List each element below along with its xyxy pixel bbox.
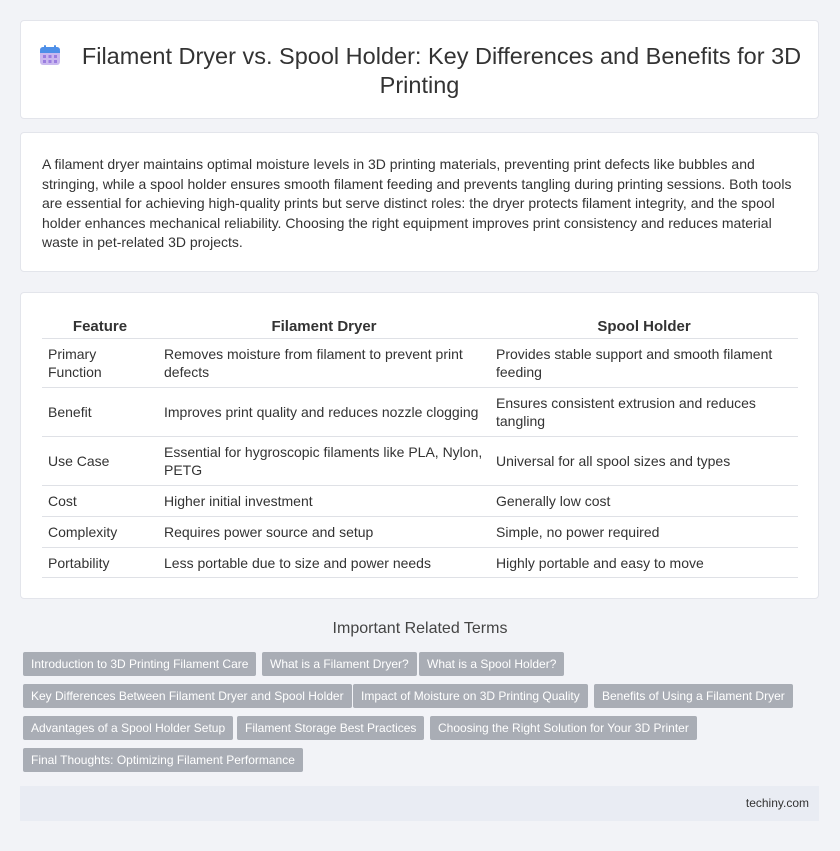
table-row [42, 485, 798, 516]
table-cell-spool-holder: Provides stable support and smooth filament feeding [490, 338, 798, 387]
table-cell-spool-holder: Ensures consistent extrusion and reduces tangling [490, 387, 798, 436]
intro-paragraph: A filament dryer maintains optimal moisture levels in 3D printing materials, preventing print defects like bubbles and stringing, while a spool holder ensures smooth filament feeding and prevents tangling during printing sessions. Both tools are essential for achieving high-quality prints but serve distinct roles: the dryer protects filament integrity, and the spool holder enhances mechanical reliability. Choosing the right equipment improves print consistency and reduces material waste in pet-related 3D projects. [42, 156, 792, 250]
related-tag[interactable]: Impact of Moisture on 3D Printing Quality [353, 684, 588, 708]
calendar-icon [38, 43, 62, 67]
column-header-filament-dryer: Filament Dryer [271, 318, 377, 335]
table-header-row [42, 315, 798, 338]
related-tag[interactable]: Advantages of a Spool Holder Setup [23, 716, 233, 740]
table-cell-feature: Benefit [42, 387, 158, 436]
related-terms-heading: Important Related Terms [332, 620, 508, 637]
related-tag[interactable]: What is a Spool Holder? [419, 652, 564, 676]
table-cell-filament-dryer: Removes moisture from filament to prevent print defects [158, 338, 490, 387]
table-row [42, 547, 798, 578]
footer [20, 786, 819, 821]
table-cell-filament-dryer: Essential for hygroscopic filaments like PLA, Nylon, PETG [158, 436, 490, 485]
table-cell-spool-holder: Universal for all spool sizes and types [490, 436, 798, 485]
column-header-spool-holder: Spool Holder [597, 318, 691, 335]
table-row [42, 516, 798, 547]
table-row [42, 338, 798, 387]
related-tag[interactable]: Benefits of Using a Filament Dryer [594, 684, 793, 708]
column-header-feature: Feature [72, 318, 128, 335]
table-cell-feature: Use Case [42, 436, 158, 485]
related-tag[interactable]: Key Differences Between Filament Dryer and Spool Holder [23, 684, 352, 708]
table-cell-feature: Complexity [42, 516, 158, 547]
related-tag[interactable]: What is a Filament Dryer? [262, 652, 417, 676]
related-tag[interactable]: Final Thoughts: Optimizing Filament Performance [23, 748, 303, 772]
table-cell-feature: Portability [42, 547, 158, 578]
page-title: Filament Dryer vs. Spool Holder: Key Differences and Benefits for 3D Printing [81, 43, 802, 98]
comparison-table [42, 315, 798, 578]
table-cell-feature: Primary Function [42, 338, 158, 387]
header-card [20, 20, 819, 119]
table-cell-filament-dryer: Less portable due to size and power needs [158, 547, 490, 578]
table-cell-feature: Cost [42, 485, 158, 516]
related-tag[interactable]: Choosing the Right Solution for Your 3D Printer [430, 716, 697, 740]
page-title-wrap [21, 42, 818, 100]
table-cell-spool-holder: Simple, no power required [490, 516, 798, 547]
table-cell-spool-holder: Highly portable and easy to move [490, 547, 798, 578]
table-row [42, 436, 798, 485]
footer-site-link[interactable]: techiny.com [745, 796, 809, 810]
intro-card [20, 132, 819, 272]
related-tag[interactable]: Filament Storage Best Practices [237, 716, 424, 740]
related-tag[interactable]: Introduction to 3D Printing Filament Care [23, 652, 256, 676]
table-cell-spool-holder: Generally low cost [490, 485, 798, 516]
comparison-table-card [20, 292, 819, 599]
table-row [42, 387, 798, 436]
table-cell-filament-dryer: Improves print quality and reduces nozzle clogging [158, 387, 490, 436]
table-cell-filament-dryer: Requires power source and setup [158, 516, 490, 547]
table-cell-filament-dryer: Higher initial investment [158, 485, 490, 516]
